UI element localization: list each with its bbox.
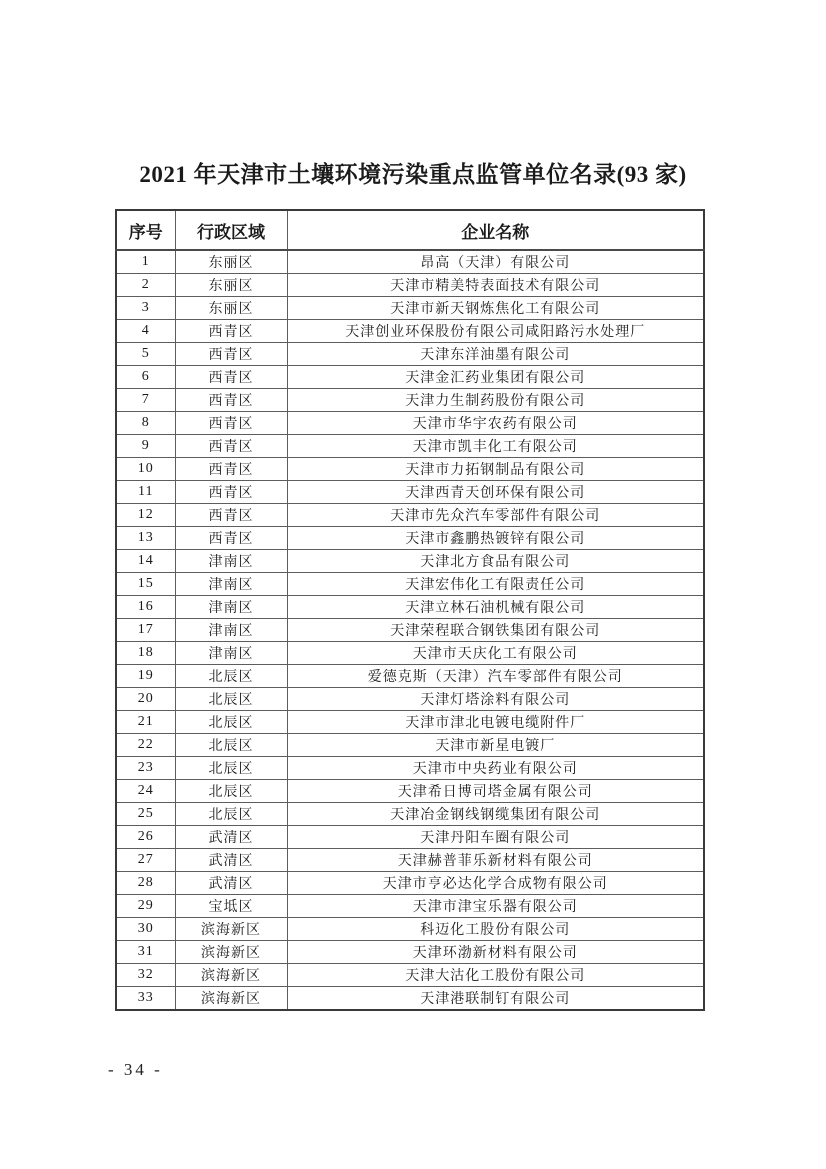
cell-region: 西青区	[175, 320, 287, 343]
cell-serial-number: 31	[116, 941, 175, 964]
table-row	[116, 274, 704, 297]
table-row	[116, 987, 704, 1011]
cell-region: 滨海新区	[175, 987, 287, 1011]
table-body	[116, 250, 704, 1010]
table-header-row	[116, 210, 704, 250]
table-row	[116, 435, 704, 458]
cell-region: 武清区	[175, 849, 287, 872]
cell-region: 西青区	[175, 527, 287, 550]
table-row	[116, 780, 704, 803]
cell-region: 宝坻区	[175, 895, 287, 918]
cell-enterprise-name: 天津创业环保股份有限公司咸阳路污水处理厂	[287, 320, 704, 343]
cell-region: 北辰区	[175, 803, 287, 826]
cell-enterprise-name: 天津市亨必达化学合成物有限公司	[287, 872, 704, 895]
cell-serial-number: 4	[116, 320, 175, 343]
cell-serial-number: 8	[116, 412, 175, 435]
cell-region: 北辰区	[175, 711, 287, 734]
table-row	[116, 596, 704, 619]
header-enterprise-name: 企业名称	[287, 210, 704, 250]
cell-enterprise-name: 天津市新星电镀厂	[287, 734, 704, 757]
page-title: 2021 年天津市土壤环境污染重点监管单位名录(93 家)	[139, 162, 687, 187]
cell-serial-number: 3	[116, 297, 175, 320]
table-row	[116, 527, 704, 550]
cell-enterprise-name: 天津冶金钢线钢缆集团有限公司	[287, 803, 704, 826]
cell-region: 滨海新区	[175, 918, 287, 941]
cell-region: 西青区	[175, 458, 287, 481]
header-region: 行政区域	[175, 210, 287, 250]
table-row	[116, 481, 704, 504]
cell-region: 东丽区	[175, 297, 287, 320]
cell-serial-number: 22	[116, 734, 175, 757]
cell-enterprise-name: 天津港联制钉有限公司	[287, 987, 704, 1011]
cell-enterprise-name: 天津市津北电镀电缆附件厂	[287, 711, 704, 734]
cell-region: 津南区	[175, 642, 287, 665]
cell-serial-number: 14	[116, 550, 175, 573]
table-row	[116, 573, 704, 596]
cell-serial-number: 17	[116, 619, 175, 642]
cell-region: 武清区	[175, 826, 287, 849]
cell-serial-number: 30	[116, 918, 175, 941]
cell-enterprise-name: 天津希日博司塔金属有限公司	[287, 780, 704, 803]
cell-serial-number: 11	[116, 481, 175, 504]
table-row	[116, 849, 704, 872]
table-row	[116, 320, 704, 343]
cell-serial-number: 1	[116, 250, 175, 274]
cell-region: 北辰区	[175, 780, 287, 803]
table-row	[116, 688, 704, 711]
cell-enterprise-name: 天津荣程联合钢铁集团有限公司	[287, 619, 704, 642]
cell-serial-number: 25	[116, 803, 175, 826]
cell-serial-number: 16	[116, 596, 175, 619]
table-row	[116, 711, 704, 734]
cell-region: 津南区	[175, 573, 287, 596]
cell-serial-number: 6	[116, 366, 175, 389]
cell-region: 北辰区	[175, 757, 287, 780]
cell-region: 西青区	[175, 366, 287, 389]
cell-region: 津南区	[175, 596, 287, 619]
page-number: - 34 -	[108, 1060, 163, 1079]
cell-enterprise-name: 天津市津宝乐器有限公司	[287, 895, 704, 918]
cell-serial-number: 23	[116, 757, 175, 780]
cell-region: 津南区	[175, 619, 287, 642]
cell-serial-number: 7	[116, 389, 175, 412]
cell-serial-number: 13	[116, 527, 175, 550]
table-row	[116, 250, 704, 274]
table-row	[116, 803, 704, 826]
table-row	[116, 642, 704, 665]
cell-serial-number: 27	[116, 849, 175, 872]
cell-serial-number: 15	[116, 573, 175, 596]
cell-serial-number: 21	[116, 711, 175, 734]
cell-enterprise-name: 天津立林石油机械有限公司	[287, 596, 704, 619]
table-row	[116, 757, 704, 780]
cell-serial-number: 19	[116, 665, 175, 688]
cell-enterprise-name: 天津金汇药业集团有限公司	[287, 366, 704, 389]
cell-enterprise-name: 天津力生制药股份有限公司	[287, 389, 704, 412]
table-row	[116, 619, 704, 642]
cell-enterprise-name: 天津市先众汽车零部件有限公司	[287, 504, 704, 527]
cell-region: 北辰区	[175, 734, 287, 757]
cell-enterprise-name: 天津大沽化工股份有限公司	[287, 964, 704, 987]
cell-enterprise-name: 天津市中央药业有限公司	[287, 757, 704, 780]
table-row	[116, 895, 704, 918]
cell-enterprise-name: 爱德克斯（天津）汽车零部件有限公司	[287, 665, 704, 688]
table-row	[116, 665, 704, 688]
cell-enterprise-name: 天津市精美特表面技术有限公司	[287, 274, 704, 297]
cell-region: 西青区	[175, 343, 287, 366]
table-row	[116, 458, 704, 481]
cell-serial-number: 18	[116, 642, 175, 665]
cell-region: 西青区	[175, 481, 287, 504]
cell-enterprise-name: 天津市天庆化工有限公司	[287, 642, 704, 665]
table-row	[116, 826, 704, 849]
table-row	[116, 297, 704, 320]
cell-enterprise-name: 天津赫普菲乐新材料有限公司	[287, 849, 704, 872]
cell-enterprise-name: 天津灯塔涂料有限公司	[287, 688, 704, 711]
header-serial-number: 序号	[116, 210, 175, 250]
cell-region: 北辰区	[175, 688, 287, 711]
units-table	[115, 209, 705, 1011]
table-row	[116, 941, 704, 964]
cell-region: 津南区	[175, 550, 287, 573]
cell-region: 西青区	[175, 412, 287, 435]
cell-serial-number: 10	[116, 458, 175, 481]
table-row	[116, 964, 704, 987]
cell-region: 东丽区	[175, 250, 287, 274]
cell-enterprise-name: 天津市凯丰化工有限公司	[287, 435, 704, 458]
cell-serial-number: 24	[116, 780, 175, 803]
cell-region: 西青区	[175, 504, 287, 527]
cell-enterprise-name: 天津宏伟化工有限责任公司	[287, 573, 704, 596]
cell-serial-number: 32	[116, 964, 175, 987]
cell-enterprise-name: 天津市鑫鹏热镀锌有限公司	[287, 527, 704, 550]
cell-region: 滨海新区	[175, 941, 287, 964]
cell-enterprise-name: 昂高（天津）有限公司	[287, 250, 704, 274]
cell-serial-number: 20	[116, 688, 175, 711]
cell-enterprise-name: 天津市新天钢炼焦化工有限公司	[287, 297, 704, 320]
table-row	[116, 366, 704, 389]
cell-serial-number: 33	[116, 987, 175, 1011]
table-row	[116, 389, 704, 412]
cell-serial-number: 5	[116, 343, 175, 366]
cell-enterprise-name: 天津市华宇农药有限公司	[287, 412, 704, 435]
cell-enterprise-name: 天津环渤新材料有限公司	[287, 941, 704, 964]
cell-enterprise-name: 天津丹阳车圈有限公司	[287, 826, 704, 849]
cell-region: 北辰区	[175, 665, 287, 688]
cell-enterprise-name: 天津北方食品有限公司	[287, 550, 704, 573]
cell-enterprise-name: 天津西青天创环保有限公司	[287, 481, 704, 504]
cell-region: 滨海新区	[175, 964, 287, 987]
table-row	[116, 504, 704, 527]
table-row	[116, 872, 704, 895]
cell-serial-number: 12	[116, 504, 175, 527]
cell-enterprise-name: 天津市力拓钢制品有限公司	[287, 458, 704, 481]
cell-region: 西青区	[175, 389, 287, 412]
table-row	[116, 412, 704, 435]
cell-serial-number: 9	[116, 435, 175, 458]
cell-region: 东丽区	[175, 274, 287, 297]
cell-enterprise-name: 天津东洋油墨有限公司	[287, 343, 704, 366]
cell-enterprise-name: 科迈化工股份有限公司	[287, 918, 704, 941]
cell-serial-number: 2	[116, 274, 175, 297]
table-row	[116, 343, 704, 366]
cell-serial-number: 26	[116, 826, 175, 849]
cell-serial-number: 29	[116, 895, 175, 918]
cell-region: 武清区	[175, 872, 287, 895]
table-row	[116, 734, 704, 757]
table-row	[116, 550, 704, 573]
table-row	[116, 918, 704, 941]
cell-region: 西青区	[175, 435, 287, 458]
cell-serial-number: 28	[116, 872, 175, 895]
